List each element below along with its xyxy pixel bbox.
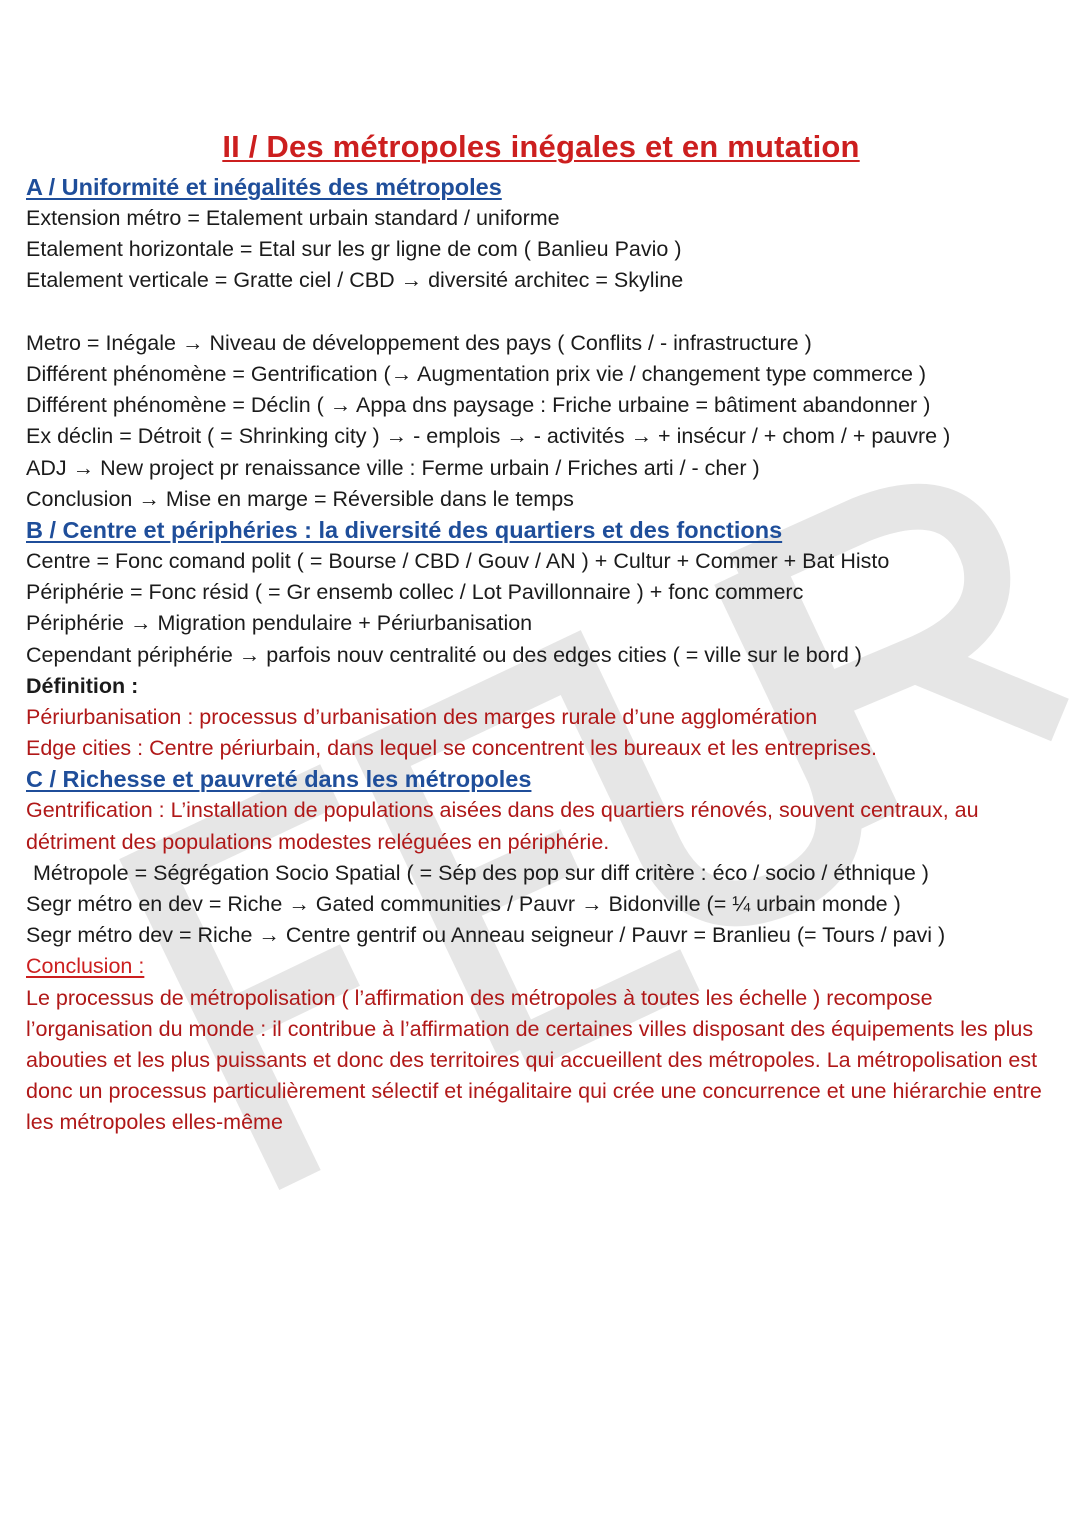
section-a-line-7: Ex déclin = Détroit ( = Shrinking city ) → - emplois → - activités → + insécur / + chom / + pauvre ): [26, 424, 951, 449]
section-c-line-3: Segr métro dev = Riche → Centre gentrif ou Anneau seigneur / Pauvr = Branlieu (= Tours / pavi ): [26, 923, 946, 948]
section-b-heading: B / Centre et périphéries : la diversité des quartiers et des fonctions: [26, 517, 783, 544]
section-a-line-3: Etalement verticale = Gratte ciel / CBD → diversité architec = Skyline: [26, 268, 684, 293]
section-a-line-8: ADJ → New project pr renaissance ville : Ferme urbain / Friches arti / - cher ): [26, 455, 760, 480]
definition-edge-cities: Edge cities : Centre périurbain, dans lequel se concentrent les bureaux et les entreprises.: [26, 736, 877, 761]
section-a-line-2: Etalement horizontale = Etal sur les gr ligne de com ( Banlieu Pavio ): [26, 237, 682, 262]
notes-content: [26, 128, 1056, 1139]
page-title: II / Des métropoles inégales et en mutation: [222, 129, 860, 164]
section-c-line-1: Métropole = Ségrégation Socio Spatial ( = Sép des pop sur diff critère : éco / socio / éthnique ): [33, 860, 929, 885]
conclusion-text: Le processus de métropolisation ( l’affirmation des métropoles à toutes les échelle ) recompose l’organisation du monde : il contribue à l’affirmation de certaines villes disposant des équipements les plus abouties et les plus puissants et donc des territoires qui accueillent des métropoles. La métropolisation est donc un processus particulièrement sélectif et inégalitaire qui crée une concurrence et une hiérarchie entre les métropoles elles-même: [26, 985, 1042, 1135]
section-a-line-9: Conclusion → Mise en marge = Réversible dans le temps: [26, 486, 574, 511]
section-c-heading: C / Richesse et pauvreté dans les métropoles: [26, 766, 532, 793]
definition-label: Définition :: [26, 673, 139, 698]
section-a-line-6: Différent phénomène = Déclin ( → Appa dns paysage : Friche urbaine = bâtiment abandonner ): [26, 393, 931, 418]
section-b-line-4: Cependant périphérie → parfois nouv centralité ou des edges cities ( = ville sur le bord ): [26, 642, 862, 667]
definition-gentrification: Gentrification : L’installation de populations aisées dans des quartiers rénovés, souvent centraux, au détriment des populations modestes reléguées en périphérie.: [26, 798, 979, 854]
section-a-line-5: Différent phénomène = Gentrification (→ Augmentation prix vie / changement type commerce ): [26, 362, 927, 386]
section-a-heading: A / Uniformité et inégalités des métropoles: [26, 174, 502, 200]
section-c-line-2: Segr métro en dev = Riche → Gated communities / Pauvr → Bidonville (= ¼ urbain monde ): [26, 892, 901, 917]
conclusion-label: Conclusion :: [26, 954, 145, 979]
section-b-line-1: Centre = Fonc comand polit ( = Bourse / CBD / Gouv / AN ) + Cultur + Commer + Bat Histo: [26, 549, 890, 574]
section-b-line-2: Périphérie = Fonc résid ( = Gr ensemb collec / Lot Pavillonnaire ) + fonc commerc: [26, 580, 804, 605]
definition-periurbanisation: Périurbanisation : processus d’urbanisation des marges rurale d’une agglomération: [26, 705, 818, 730]
section-a-line-1: Extension métro = Etalement urbain standard / uniforme: [26, 206, 560, 230]
section-b-line-3: Périphérie → Migration pendulaire + Périurbanisation: [26, 611, 533, 636]
section-a-line-4: Metro = Inégale → Niveau de développement des pays ( Conflits / - infrastructure ): [26, 330, 812, 355]
spacer: [26, 297, 1056, 328]
